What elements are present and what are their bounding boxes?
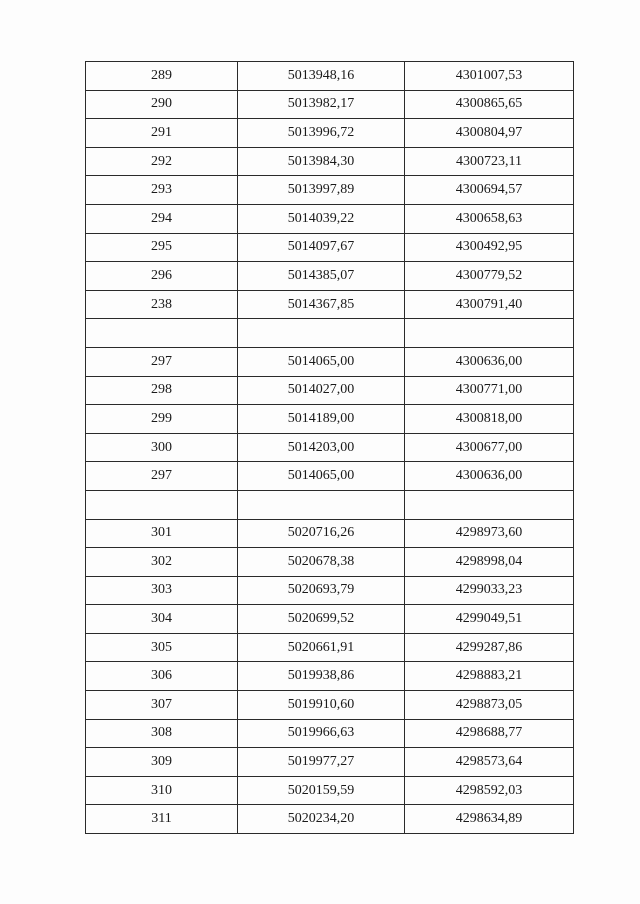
- table-row: [86, 548, 574, 577]
- point-number-cell: 307: [86, 691, 238, 720]
- y-coordinate-cell: 4300779,52: [405, 262, 574, 291]
- table-row: [86, 119, 574, 148]
- x-coordinate-cell: [238, 490, 405, 519]
- y-coordinate-cell: 4298873,05: [405, 691, 574, 720]
- x-coordinate-cell: 5014065,00: [238, 462, 405, 491]
- table-row: [86, 347, 574, 376]
- x-coordinate-cell: 5020678,38: [238, 548, 405, 577]
- point-number-cell: 304: [86, 605, 238, 634]
- table-row: [86, 176, 574, 205]
- x-coordinate-cell: 5014065,00: [238, 347, 405, 376]
- x-coordinate-cell: 5019910,60: [238, 691, 405, 720]
- x-coordinate-cell: 5020661,91: [238, 633, 405, 662]
- x-coordinate-cell: 5014367,85: [238, 290, 405, 319]
- point-number-cell: 297: [86, 347, 238, 376]
- point-number-cell: 299: [86, 405, 238, 434]
- point-number-cell: 300: [86, 433, 238, 462]
- x-coordinate-cell: 5014097,67: [238, 233, 405, 262]
- table-row: [86, 433, 574, 462]
- point-number-cell: [86, 319, 238, 348]
- table-row: [86, 805, 574, 834]
- x-coordinate-cell: 5020693,79: [238, 576, 405, 605]
- point-number-cell: 297: [86, 462, 238, 491]
- table-row: [86, 147, 574, 176]
- x-coordinate-cell: [238, 319, 405, 348]
- x-coordinate-cell: 5019966,63: [238, 719, 405, 748]
- table-row: [86, 490, 574, 519]
- y-coordinate-cell: 4300771,00: [405, 376, 574, 405]
- point-number-cell: 303: [86, 576, 238, 605]
- table-row: [86, 376, 574, 405]
- point-number-cell: 310: [86, 776, 238, 805]
- table-row: [86, 662, 574, 691]
- y-coordinate-cell: 4300636,00: [405, 347, 574, 376]
- table-row: [86, 776, 574, 805]
- x-coordinate-cell: 5014189,00: [238, 405, 405, 434]
- x-coordinate-cell: 5013996,72: [238, 119, 405, 148]
- x-coordinate-cell: 5013948,16: [238, 62, 405, 91]
- x-coordinate-cell: 5019938,86: [238, 662, 405, 691]
- point-number-cell: 291: [86, 119, 238, 148]
- x-coordinate-cell: 5013984,30: [238, 147, 405, 176]
- y-coordinate-cell: 4298883,21: [405, 662, 574, 691]
- table-row: [86, 204, 574, 233]
- x-coordinate-cell: 5014385,07: [238, 262, 405, 291]
- table-row: [86, 262, 574, 291]
- x-coordinate-cell: 5020699,52: [238, 605, 405, 634]
- y-coordinate-cell: 4298573,64: [405, 748, 574, 777]
- table-row: [86, 576, 574, 605]
- table-row: [86, 748, 574, 777]
- y-coordinate-cell: 4301007,53: [405, 62, 574, 91]
- y-coordinate-cell: 4300791,40: [405, 290, 574, 319]
- table-row: [86, 691, 574, 720]
- y-coordinate-cell: [405, 490, 574, 519]
- y-coordinate-cell: 4298634,89: [405, 805, 574, 834]
- y-coordinate-cell: 4300636,00: [405, 462, 574, 491]
- x-coordinate-cell: 5014203,00: [238, 433, 405, 462]
- point-number-cell: 302: [86, 548, 238, 577]
- point-number-cell: 306: [86, 662, 238, 691]
- y-coordinate-cell: 4299287,86: [405, 633, 574, 662]
- point-number-cell: 295: [86, 233, 238, 262]
- point-number-cell: 292: [86, 147, 238, 176]
- y-coordinate-cell: 4300677,00: [405, 433, 574, 462]
- x-coordinate-cell: 5020234,20: [238, 805, 405, 834]
- point-number-cell: 289: [86, 62, 238, 91]
- x-coordinate-cell: 5014039,22: [238, 204, 405, 233]
- table-row: [86, 233, 574, 262]
- y-coordinate-cell: 4298973,60: [405, 519, 574, 548]
- y-coordinate-cell: 4300818,00: [405, 405, 574, 434]
- x-coordinate-cell: 5013997,89: [238, 176, 405, 205]
- point-number-cell: 301: [86, 519, 238, 548]
- point-number-cell: 290: [86, 90, 238, 119]
- y-coordinate-cell: 4300658,63: [405, 204, 574, 233]
- y-coordinate-cell: 4298688,77: [405, 719, 574, 748]
- point-number-cell: 308: [86, 719, 238, 748]
- point-number-cell: [86, 490, 238, 519]
- point-number-cell: 238: [86, 290, 238, 319]
- x-coordinate-cell: 5013982,17: [238, 90, 405, 119]
- x-coordinate-cell: 5020716,26: [238, 519, 405, 548]
- y-coordinate-cell: 4300492,95: [405, 233, 574, 262]
- y-coordinate-cell: 4298998,04: [405, 548, 574, 577]
- point-number-cell: 305: [86, 633, 238, 662]
- coordinates-table: [85, 61, 574, 834]
- y-coordinate-cell: 4299049,51: [405, 605, 574, 634]
- point-number-cell: 298: [86, 376, 238, 405]
- table-row: [86, 719, 574, 748]
- y-coordinate-cell: 4298592,03: [405, 776, 574, 805]
- y-coordinate-cell: [405, 319, 574, 348]
- x-coordinate-cell: 5019977,27: [238, 748, 405, 777]
- table-row: [86, 90, 574, 119]
- y-coordinate-cell: 4300694,57: [405, 176, 574, 205]
- table-row: [86, 462, 574, 491]
- table-row: [86, 62, 574, 91]
- y-coordinate-cell: 4300865,65: [405, 90, 574, 119]
- y-coordinate-cell: 4300723,11: [405, 147, 574, 176]
- x-coordinate-cell: 5020159,59: [238, 776, 405, 805]
- x-coordinate-cell: 5014027,00: [238, 376, 405, 405]
- table-row: [86, 519, 574, 548]
- table-row: [86, 605, 574, 634]
- y-coordinate-cell: 4299033,23: [405, 576, 574, 605]
- point-number-cell: 294: [86, 204, 238, 233]
- table-row: [86, 290, 574, 319]
- table-row: [86, 405, 574, 434]
- table-row: [86, 633, 574, 662]
- coordinates-table-body: [86, 62, 574, 834]
- point-number-cell: 296: [86, 262, 238, 291]
- point-number-cell: 293: [86, 176, 238, 205]
- table-row: [86, 319, 574, 348]
- point-number-cell: 311: [86, 805, 238, 834]
- y-coordinate-cell: 4300804,97: [405, 119, 574, 148]
- point-number-cell: 309: [86, 748, 238, 777]
